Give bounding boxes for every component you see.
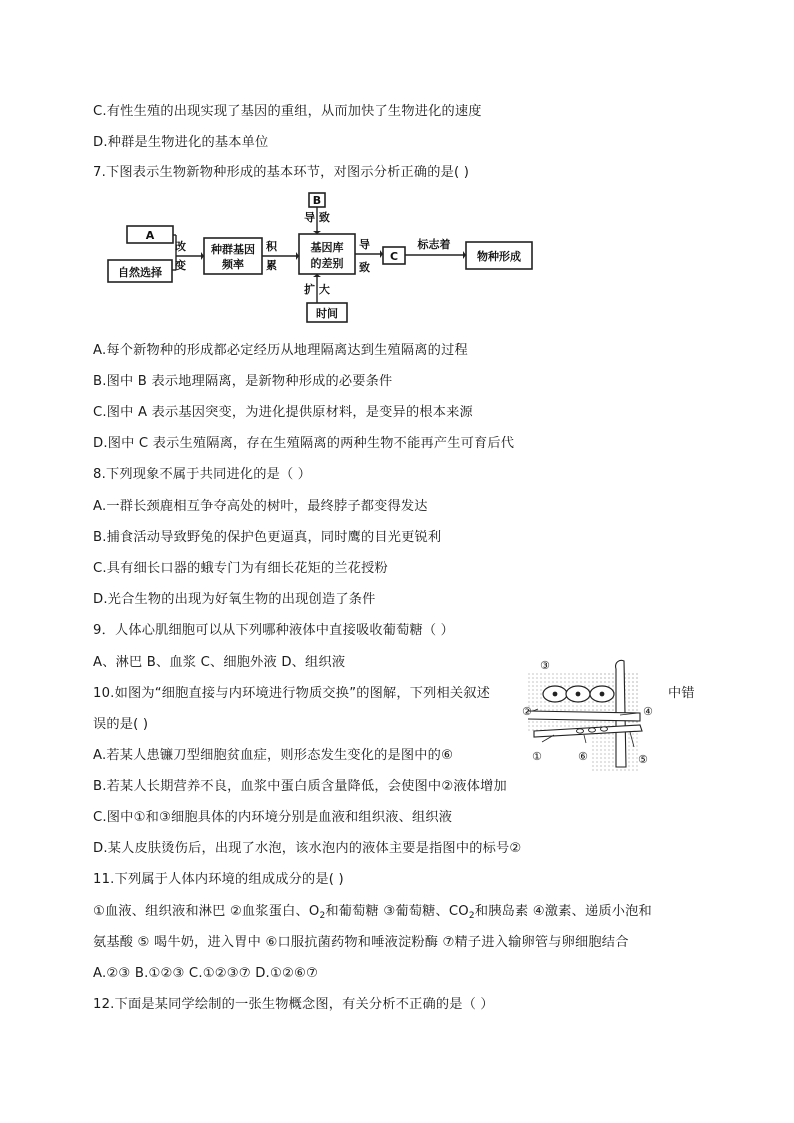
option-b-q7: B.图中 B 表示地理隔离，是新物种形成的必要条件	[93, 374, 393, 389]
option-a-q10: A.若某人患镰刀型细胞贫血症，则形态发生变化的是图中的⑥	[93, 748, 454, 763]
option-d-q6: D.种群是生物进化的基本单位	[93, 135, 269, 150]
option-d-q7: D.图中 C 表示生殖隔离，存在生殖隔离的两种生物不能再产生可育后代	[93, 436, 515, 451]
label-1: ①	[532, 750, 542, 763]
question-10-part1: 10.如图为“细胞直接与内环境进行物质交换”的图解，下列相关叙述	[93, 686, 491, 701]
options-q11: A.②③ B.①②③ C.①②③⑦ D.①②⑥⑦	[93, 966, 319, 981]
label-4: ④	[643, 705, 653, 718]
label-b: B	[312, 194, 322, 207]
label-a: A	[145, 229, 155, 242]
option-b-q10: B.若某人长期营养不良，血浆中蛋白质含量降低，会使图中②液体增加	[93, 779, 507, 794]
label-natural-selection: 自然选择	[118, 266, 162, 279]
question-8: 8.下列现象不属于共同进化的是（ ）	[93, 467, 312, 482]
label-species: 物种形成	[477, 250, 521, 263]
edge-mark: 标志着	[417, 238, 451, 251]
question-9: 9．人体心肌细胞可以从下列哪种液体中直接吸收葡萄糖（ ）	[93, 623, 455, 638]
edge-lead-top: 导 致	[304, 211, 330, 224]
label-c: C	[389, 250, 399, 263]
label-5: ⑤	[638, 753, 648, 766]
question-10-part3: 误的是( )	[93, 717, 149, 732]
label-freq-2: 频率	[222, 258, 244, 271]
option-b-q8: B.捕食活动导致野兔的保护色更逼真，同时鹰的目光更锐利	[93, 530, 442, 545]
option-d-q8: D.光合生物的出现为好氧生物的出现创造了条件	[93, 592, 376, 607]
question-7: 7.下图表示生物新物种形成的基本环节，对图示分析正确的是( )	[93, 165, 470, 180]
statements-q11-line2: 氨基酸 ⑤ 喝牛奶，进入胃中 ⑥口服抗菌药物和唾液淀粉酶 ⑦精子进入输卵管与卵细胞结合	[93, 935, 629, 950]
options-q9: A、淋巴 B、血浆 C、细胞外液 D、组织液	[93, 655, 346, 670]
capillary-upper	[528, 711, 640, 721]
label-3: ③	[540, 659, 550, 672]
edge-expand: 扩 大	[304, 283, 330, 296]
statements-q11-line1: ①血液、组织液和淋巴 ②血浆蛋白、$O_2$和葡萄糖 ③葡萄糖、$CO_2$和胰岛素 ④激素、递质小泡和	[93, 904, 652, 921]
speciation-flow-diagram	[100, 190, 540, 325]
option-c-q7: C.图中 A 表示基因突变，为进化提供原材料，是变异的根本来源	[93, 405, 473, 420]
label-diff-2: 的差别	[310, 257, 344, 270]
edge-change-2: 变	[175, 259, 186, 272]
label-time: 时间	[316, 307, 338, 320]
question-11: 11.下列属于人体内环境的组成成分的是( )	[93, 872, 344, 887]
cell-exchange-diagram	[520, 657, 660, 772]
label-6: ⑥	[578, 750, 588, 763]
edge-accum-1: 积	[266, 240, 277, 253]
label-diff-1: 基因库	[310, 241, 344, 254]
option-c-q8: C.具有细长口器的蛾专门为有细长花矩的兰花授粉	[93, 561, 388, 576]
edge-accum-2: 累	[266, 259, 277, 272]
edge-lead-2: 致	[359, 261, 370, 274]
option-c-q6: C.有性生殖的出现实现了基因的重组，从而加快了生物进化的速度	[93, 104, 482, 119]
label-freq-1: 种群基因	[211, 243, 255, 256]
edge-lead-1: 导	[359, 238, 370, 251]
option-a-q7: A.每个新物种的形成都必定经历从地理隔离达到生殖隔离的过程	[93, 343, 468, 358]
edge-change-1: 改	[175, 240, 186, 253]
option-c-q10: C.图中①和③细胞具体的内环境分别是血液和组织液、组织液	[93, 810, 453, 825]
label-2: ②	[522, 705, 532, 718]
question-12: 12.下面是某同学绘制的一张生物概念图，有关分析不正确的是（ ）	[93, 997, 494, 1012]
option-a-q8: A.一群长颈鹿相互争夺高处的树叶，最终脖子都变得发达	[93, 499, 428, 514]
question-10-part2: 中错	[668, 686, 695, 701]
option-d-q10: D.某人皮肤烫伤后，出现了水泡，该水泡内的液体主要是指图中的标号②	[93, 841, 522, 856]
